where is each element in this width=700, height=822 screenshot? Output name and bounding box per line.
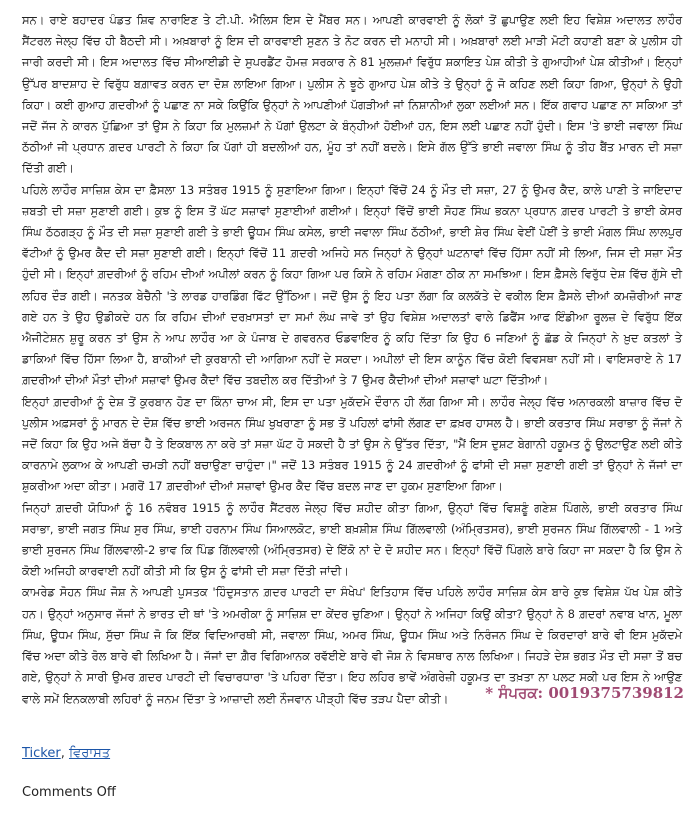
article-paragraph-2: ਪਹਿਲੇ ਲਾਹੌਰ ਸਾਜ਼ਿਸ਼ ਕੇਸ ਦਾ ਫ਼ੈਸਲਾ 13 ਸਤੰਬਰ 1915 ਨੂੰ ਸੁਣਾਇਆ ਗਿਆ। ਇਨ੍ਹਾਂ ਵਿੱਚੋਂ 24 ਨੂੰ ਮੌਤ ਦੀ ਸਜ਼ਾ, 27 ਨੂੰ ਉਮਰ ਕੈਦ, ਕਾਲੇ ਪਾਣੀ ਤੇ ਜਾਇਦਾਦ ਜ਼ਬਤੀ ਦੀ ਸਜ਼ਾ ਸੁਣਾਈ ਗਈ। ਕੁਝ ਨੂੰ ਇਸ ਤੋਂ ਘੱਟ ਸਜ਼ਾਵਾਂ ਸੁਣਾਈਆਂ ਗਈਆਂ। ਇਨ੍ਹਾਂ ਵਿੱਚੋਂ ਭਾਈ ਸੋਹਣ ਸਿੰਘ ਭਕਨਾ ਪ੍ਰਧਾਨ ਗ਼ਦਰ ਪਾਰਟੀ ਤੇ ਭਾਈ ਕੇਸਰ ਸਿੰਘ ਠੱਠਗੜ੍ਹ ਨੂੰ ਮੌਤ ਦੀ ਸਜ਼ਾ ਸੁਣਾਈ ਗਈ ਤੇ ਭਾਈ ਊਧਮ ਸਿੰਘ ਕਸੇਲ, ਭਾਈ ਜਵਾਲਾ ਸਿੰਘ ਠੱਠੀਆਂ, ਭਾਈ ਸ਼ੇਰ ਸਿੰਘ ਵੇਈਂ ਪੋਈਂ ਤੇ ਭਾਈ ਮੰਗਲ ਸਿੰਘ ਲਾਲਪੁਰ ਵੱਟੀਆਂ ਨੂੰ ਉਮਰ ਕੈਦ ਦੀ ਸਜ਼ਾ ਸੁਣਾਈ ਗਈ। ਇਨ੍ਹਾਂ ਵਿੱਚੋਂ 11 ਗ਼ਦਰੀ ਅਜਿਹੇ ਸਨ ਜਿਨ੍ਹਾਂ ਨੇ ਉਨ੍ਹਾਂ ਘਟਨਾਵਾਂ ਵਿੱਚ ਹਿੱਸਾ ਨਹੀਂ ਸੀ ਲਿਆ, ਜਿਸ ਦੀ ਸਜ਼ਾ ਮੌਤ ਹੁੰਦੀ ਸੀ। ਇਨ੍ਹਾਂ ਗ਼ਦਰੀਆਂ ਨੂੰ ਰਹਿਮ ਦੀਆਂ ਅਪੀਲਾਂ ਕਰਨ ਨੂੰ ਕਿਹਾ ਗਿਆ ਪਰ ਕਿਸੇ ਨੇ ਰਹਿਮ ਮੰਗਣਾ ਠੀਕ ਨਾ ਸਮਝਿਆ। ਇਸ ਫ਼ੈਸਲੇ ਵਿਰੁੱਧ ਦੇਸ਼ ਵਿੱਚ ਗੁੱਸੇ ਦੀ ਲਹਿਰ ਦੌੜ ਗਈ। ਜਨਤਕ ਬੇਚੈਨੀ 'ਤੇ ਲਾਰਡ ਹਾਰਡਿੰਗ ਫਿੱਟ ਉੱਠਿਆ। ਜਦੋਂ ਉਸ ਨੂੰ ਇਹ ਪਤਾ ਲੱਗਾ ਕਿ ਕਲਕੱਤੇ ਦੇ ਵਕੀਲ ਇਸ ਫ਼ੈਸਲੇ ਦੀਆਂ ਕਮਜ਼ੋਰੀਆਂ ਜਾਣ ਗਏ ਹਨ ਤੇ ਉਹ ਉਡੀਕਦੇ ਹਨ ਕਿ ਰਹਿਮ ਦੀਆਂ ਦਰਖ਼ਾਸਤਾਂ ਦਾ ਸਮਾਂ ਲੰਘ ਜਾਵੇ ਤਾਂ ਉਹ ਵਿਸ਼ੇਸ਼ ਅਦਾਲਤਾਂ ਵਾਲੇ ਡਿਫੈਂਸ ਆਫ ਇੰਡੀਆ ਰੂਲਜ਼ ਦੇ ਵਿਰੁੱਧ ਇੱਕ ਐਜੀਟੇਸ਼ਨ ਸ਼ੁਰੂ ਕਰਨ ਤਾਂ ਉਸ ਨੇ ਆਪ ਲਾਹੌਰ ਆ ਕੇ ਪੰਜਾਬ ਦੇ ਗਵਰਨਰ ਓਡਵਾਇਰ ਨੂੰ ਕਹਿ ਦਿੱਤਾ ਕਿ ਉਹ 6 ਜਣਿਆਂ ਨੂੰ ਛੱਡ ਕੇ ਜਿਨ੍ਹਾਂ ਨੇ ਖ਼ੁਦ ਕਤਲਾਂ ਤੇ ਡਾਕਿਆਂ ਵਿੱਚ ਹਿੱਸਾ ਲਿਆ ਹੈ, ਬਾਕੀਆਂ ਦੀ ਕੁਰਬਾਨੀ ਦੀ ਆਗਿਆ ਨਹੀਂ ਦੇ ਸਕਦਾ। ਅਪੀਲਾਂ ਦੀ ਇਸ ਕਾਨੂੰਨ ਵਿੱਚ ਕੋਈ ਵਿਵਸਥਾ ਨਹੀਂ ਸੀ। ਵਾਇਸਰਾਏ ਨੇ 17 ਗ਼ਦਰੀਆਂ ਦੀਆਂ ਮੌਤਾਂ ਦੀਆਂ ਸਜ਼ਾਵਾਂ ਉਮਰ ਕੈਦਾਂ ਵਿੱਚ ਤਬਦੀਲ ਕਰ ਦਿੱਤੀਆਂ ਤੇ 7 ਉਮਰ ਕੈਦੀਆਂ ਦੀਆਂ ਸਜ਼ਾਵਾਂ ਘਟਾ ਦਿੱਤੀਆਂ। — [22, 183, 682, 388]
article-paragraph-1: ਸਨ। ਰਾਏ ਬਹਾਦਰ ਪੰਡਤ ਸ਼ਿਵ ਨਾਰਾਇਣ ਤੇ ਟੀ.ਪੀ. ਐਲਿਸ ਇਸ ਦੇ ਮੈਂਬਰ ਸਨ। ਆਪਣੀ ਕਾਰਵਾਈ ਨੂੰ ਲੋਕਾਂ ਤੋਂ ਛੁਪਾਉਣ ਲਈ ਇਹ ਵਿਸ਼ੇਸ਼ ਅਦਾਲਤ ਲਾਹੌਰ ਸੈਂਟਰਲ ਜੇਲ੍ਹ ਵਿੱਚ ਹੀ ਬੈਠਦੀ ਸੀ। ਅਖ਼ਬਾਰਾਂ ਨੂੰ ਇਸ ਦੀ ਕਾਰਵਾਈ ਸੁਣਨ ਤੇ ਨੋਟ ਕਰਨ ਦੀ ਮਨਾਹੀ ਸੀ। ਅਖ਼ਬਾਰਾਂ ਲਈ ਮਾੜੀ ਮੋਟੀ ਕਹਾਣੀ ਬਣਾ ਕੇ ਪੁਲੀਸ ਹੀ ਜਾਰੀ ਕਰਦੀ ਸੀ। ਇਸ ਅਦਾਲਤ ਵਿੱਚ ਸੀਆਈਡੀ ਦੇ ਸੁਪਰਡੈਂਟ ਹੋਮਜ਼ ਸਰਕਾਰ ਨੇ 81 ਮੁਲਜ਼ਮਾਂ ਵਿਰੁੱਧ ਸ਼ਕਾਇਤ ਪੇਸ਼ ਕੀਤੀ ਤੇ ਗੁਆਹੀਆਂ ਪੇਸ਼ ਕੀਤੀਆਂ। ਇਨ੍ਹਾਂ ਉੱਪਰ ਬਾਦਸ਼ਾਹ ਦੇ ਵਿਰੁੱਧ ਬਗ਼ਾਵਤ ਕਰਨ ਦਾ ਦੋਸ਼ ਲਾਇਆ ਗਿਆ। ਪੁਲੀਸ ਨੇ ਝੂਠੇ ਗੁਆਹ ਪੇਸ਼ ਕੀਤੇ ਤੇ ਉਨ੍ਹਾਂ ਨੂੰ ਜੋ ਕਹਿਣ ਲਈ ਕਿਹਾ ਗਿਆ, ਉਨ੍ਹਾਂ ਨੇ ਉਹੀ ਕਿਹਾ। ਕਈ ਗੁਆਹ ਗ਼ਦਰੀਆਂ ਨੂੰ ਪਛਾਣ ਨਾ ਸਕੇ ਕਿਉਂਕਿ ਉਨ੍ਹਾਂ ਨੇ ਆਪਣੀਆਂ ਪੱਗੜੀਆਂ ਜਾਂ ਨਿਸ਼ਾਨੀਆਂ ਲੁਕਾ ਲਈਆਂ ਸਨ। ਇੱਕ ਗਵਾਹ ਪਛਾਣ ਨਾ ਸਕਿਆ ਤਾਂ ਜਦੋਂ ਜੱਜ ਨੇ ਕਾਰਨ ਪੁੱਛਿਆ ਤਾਂ ਉਸ ਨੇ ਕਿਹਾ ਕਿ ਮੁਲਜ਼ਮਾਂ ਨੇ ਪੱਗਾਂ ਉਲਟਾ ਕੇ ਬੰਨ੍ਹੀਆਂ ਹੋਈਆਂ ਹਨ, ਇਸ ਲਈ ਪਛਾਣ ਨਹੀਂ ਹੁੰਦੀ। ਇਸ 'ਤੇ ਭਾਈ ਜਵਾਲਾ ਸਿੰਘ ਠੱਠੀਆਂ ਜੀ ਪ੍ਰਧਾਨ ਗ਼ਦਰ ਪਾਰਟੀ ਨੇ ਕਿਹਾ ਕਿ ਪੱਗਾਂ ਹੀ ਬਦਲੀਆਂ ਹਨ, ਮੂੰਹ ਤਾਂ ਨਹੀਂ ਬਦਲੇ। ਇਸੇ ਗੱਲ ਉੱਤੇ ਭਾਈ ਜਵਾਲਾ ਸਿੰਘ ਨੂੰ ਤੀਹ ਬੈਂਤ ਮਾਰਨ ਦੀ ਸਜ਼ਾ ਦਿੱਤੀ ਗਈ। — [22, 14, 683, 176]
tag-separator: , — [60, 746, 69, 761]
article-body — [22, 10, 682, 710]
post-tags — [22, 746, 110, 761]
comments-status: Comments Off — [22, 785, 116, 800]
article-paragraph-4: ਜਿਨ੍ਹਾਂ ਗ਼ਦਰੀ ਯੋਧਿਆਂ ਨੂੰ 16 ਨਵੰਬਰ 1915 ਨੂੰ ਲਾਹੌਰ ਸੈਂਟਰਲ ਜੇਲ੍ਹ ਵਿੱਚ ਸ਼ਹੀਦ ਕੀਤਾ ਗਿਆ, ਉਨ੍ਹਾਂ ਵਿੱਚ ਵਿਸ਼ਣੂੰ ਗਣੇਸ਼ ਪਿੰਗਲੇ, ਭਾਈ ਕਰਤਾਰ ਸਿੰਘ ਸਰਾਭਾ, ਭਾਈ ਜਗਤ ਸਿੰਘ ਸੁਰ ਸਿੰਘ, ਭਾਈ ਹਰਨਾਮ ਸਿੰਘ ਸਿਆਲਕੋਟ, ਭਾਈ ਬਖ਼ਸ਼ੀਸ਼ ਸਿੰਘ ਗਿੱਲਵਾਲੀ (ਅੰਮ੍ਰਿਤਸਰ), ਭਾਈ ਸੁਰਜਨ ਸਿੰਘ ਗਿੱਲਵਾਲੀ - 1 ਅਤੇ ਭਾਈ ਸੁਰਜਨ ਸਿੰਘ ਗਿੱਲਵਾਲੀ-2 ਭਾਵ ਕਿ ਪਿੰਡ ਗਿੱਲਵਾਲੀ (ਅੰਮ੍ਰਿਤਸਰ) ਦੇ ਇੱਕੋ ਨਾਂ ਦੇ ਦੋ ਸ਼ਹੀਦ ਸਨ। ਇਨ੍ਹਾਂ ਵਿੱਚੋਂ ਪਿੰਗਲੇ ਬਾਰੇ ਕਿਹਾ ਜਾ ਸਕਦਾ ਹੈ ਕਿ ਉਸ ਨੇ ਕੋਈ ਅਜਿਹੀ ਕਾਰਵਾਈ ਨਹੀਂ ਕੀਤੀ ਸੀ ਕਿ ਉਸ ਨੂੰ ਫਾਂਸੀ ਦੀ ਸਜ਼ਾ ਦਿੱਤੀ ਜਾਂਦੀ। — [22, 501, 682, 579]
article-paragraph-3: ਇਨ੍ਹਾਂ ਗ਼ਦਰੀਆਂ ਨੂੰ ਦੇਸ਼ ਤੋਂ ਕੁਰਬਾਨ ਹੋਣ ਦਾ ਕਿੰਨਾ ਚਾਅ ਸੀ, ਇਸ ਦਾ ਪਤਾ ਮੁਕੱਦਮੇ ਦੌਰਾਨ ਹੀ ਲੱਗ ਗਿਆ ਸੀ। ਲਾਹੌਰ ਜੇਲ੍ਹ ਵਿੱਚ ਅਨਾਰਕਲੀ ਬਾਜ਼ਾਰ ਵਿੱਚ ਦੋ ਪੁਲੀਸ ਅਫ਼ਸਰਾਂ ਨੂੰ ਮਾਰਨ ਦੇ ਦੋਸ਼ ਵਿੱਚ ਭਾਈ ਅਰਜਨ ਸਿੰਘ ਖੁਖਰਾਣਾ ਨੂੰ ਸਭ ਤੋਂ ਪਹਿਲਾਂ ਫਾਂਸੀ ਲੱਗਣ ਦਾ ਫ਼ਖ਼ਰ ਹਾਸਲ ਹੈ। ਭਾਈ ਕਰਤਾਰ ਸਿੰਘ ਸਰਾਭਾ ਨੂੰ ਜੱਜਾਂ ਨੇ ਜਦੋਂ ਕਿਹਾ ਕਿ ਉਹ ਅਜੇ ਬੱਚਾ ਹੈ ਤੇ ਇਕਬਾਲ ਨਾ ਕਰੇ ਤਾਂ ਸਜ਼ਾ ਘੱਟ ਹੋ ਸਕਦੀ ਹੈ ਤਾਂ ਉਸ ਨੇ ਉੱਤਰ ਦਿੱਤਾ, "ਮੈਂ ਇਸ ਦੁਸ਼ਟ ਬੇਗਾਨੀ ਹਕੂਮਤ ਨੂੰ ਉਲਟਾਉਣ ਲਈ ਕੀਤੇ ਕਾਰਨਾਮੇ ਲੁਕਾਅ ਕੇ ਆਪਣੀ ਚਮੜੀ ਨਹੀਂ ਬਚਾਉਣਾ ਚਾਹੁੰਦਾ।" ਜਦੋਂ 13 ਸਤੰਬਰ 1915 ਨੂੰ 24 ਗ਼ਦਰੀਆਂ ਨੂੰ ਫਾਂਸੀ ਦੀ ਸਜ਼ਾ ਸੁਣਾਈ ਗਈ ਤਾਂ ਉਨ੍ਹਾਂ ਨੇ ਜੱਜਾਂ ਦਾ ਸ਼ੁਕਰੀਆ ਅਦਾ ਕੀਤਾ। ਮਗਰੋਂ 17 ਗ਼ਦਰੀਆਂ ਦੀਆਂ ਸਜ਼ਾਵਾਂ ਉਮਰ ਕੈਦ ਵਿੱਚ ਬਦਲ ਜਾਣ ਦਾ ਹੁਕਮ ਸੁਣਾਇਆ ਗਿਆ। — [22, 395, 683, 494]
tag-link-ticker[interactable]: Ticker — [22, 746, 61, 761]
contact-info: * ਸੰਪਰਕ: 0019375739812 — [485, 684, 684, 702]
tag-link-virasat[interactable]: ਵਿਰਾਸਤ — [68, 746, 111, 761]
article-paragraph-5: ਕਾਮਰੇਡ ਸੋਹਨ ਸਿੰਘ ਜੋਸ਼ ਨੇ ਆਪਣੀ ਪੁਸਤਕ 'ਹਿੰਦੁਸਤਾਨ ਗ਼ਦਰ ਪਾਰਟੀ ਦਾ ਸੰਖੇਪ' ਇਤਿਹਾਸ ਵਿੱਚ ਪਹਿਲੇ ਲਾਹੌਰ ਸਾਜ਼ਿਸ਼ ਕੇਸ ਬਾਰੇ ਕੁਝ ਵਿਸ਼ੇਸ਼ ਪੱਖ ਪੇਸ਼ ਕੀਤੇ ਹਨ। ਉਨ੍ਹਾਂ ਅਨੁਸਾਰ ਜੱਜਾਂ ਨੇ ਭਾਰਤ ਦੀ ਥਾਂ 'ਤੇ ਅਮਰੀਕਾ ਨੂੰ ਸਾਜ਼ਿਸ਼ ਦਾ ਕੇਂਦਰ ਚੁਣਿਆ। ਉਨ੍ਹਾਂ ਨੇ ਅਜਿਹਾ ਕਿਉਂ ਕੀਤਾ? ਉਨ੍ਹਾਂ ਨੇ 8 ਗ਼ਦਰਾਂ ਨਵਾਬ ਖਾਨ, ਮੂਲਾ ਸਿੰਘ, ਊਧਮ ਸਿੰਘ, ਸੁੱਚਾ ਸਿੰਘ ਜੋ ਕਿ ਇੱਕ ਵਿਦਿਆਰਥੀ ਸੀ, ਜਵਾਲਾ ਸਿੰਘ, ਅਮਰ ਸਿੰਘ, ਊਧਮ ਸਿੰਘ ਅਤੇ ਨਿਰੰਜਨ ਸਿੰਘ ਦੇ ਕਿਰਦਾਰਾਂ ਬਾਰੇ ਵੀ ਇਸ ਮੁਕੱਦਮੇ ਵਿੱਚ ਅਦਾ ਕੀਤੇ ਰੋਲ ਬਾਰੇ ਵੀ ਲਿਖਿਆ ਹੈ। ਜੱਜਾਂ ਦਾ ਗ਼ੈਰ ਵਿਗਿਆਨਕ ਰਵੱਈਏ ਬਾਰੇ ਵੀ ਜੋਸ਼ ਨੇ ਵਿਸਥਾਰ ਨਾਲ ਲਿਖਿਆ। ਜਿਹੜੇ ਦੇਸ਼ ਭਗਤ ਮੌਤ ਦੀ ਸਜ਼ਾ ਤੋਂ ਬਚ ਗਏ, ਉਨ੍ਹਾਂ ਨੇ ਸਾਰੀ ਉਮਰ ਗ਼ਦਰ ਪਾਰਟੀ ਦੀ ਵਿਚਾਰਧਾਰਾ 'ਤੇ ਪਹਿਰਾ ਦਿੱਤਾ। ਇਹ ਲਹਿਰ ਭਾਵੇਂ ਅੰਗਰੇਜ਼ੀ ਹਕੂਮਤ ਦਾ ਤਖ਼ਤਾ ਨਾ ਪਲਟ ਸਕੀ ਪਰ ਇਸ ਨੇ ਆਉਣ ਵਾਲੇ ਸਮੇਂ ਇਨਕਲਾਬੀ ਲਹਿਰਾਂ ਨੂੰ ਜਨਮ ਦਿੱਤਾ ਤੇ ਆਜ਼ਾਦੀ ਲਈ ਨੌਜਵਾਨ ਪੀੜ੍ਹੀ ਵਿੱਚ ਤੜਪ ਪੈਦਾ ਕੀਤੀ। — [22, 586, 682, 706]
